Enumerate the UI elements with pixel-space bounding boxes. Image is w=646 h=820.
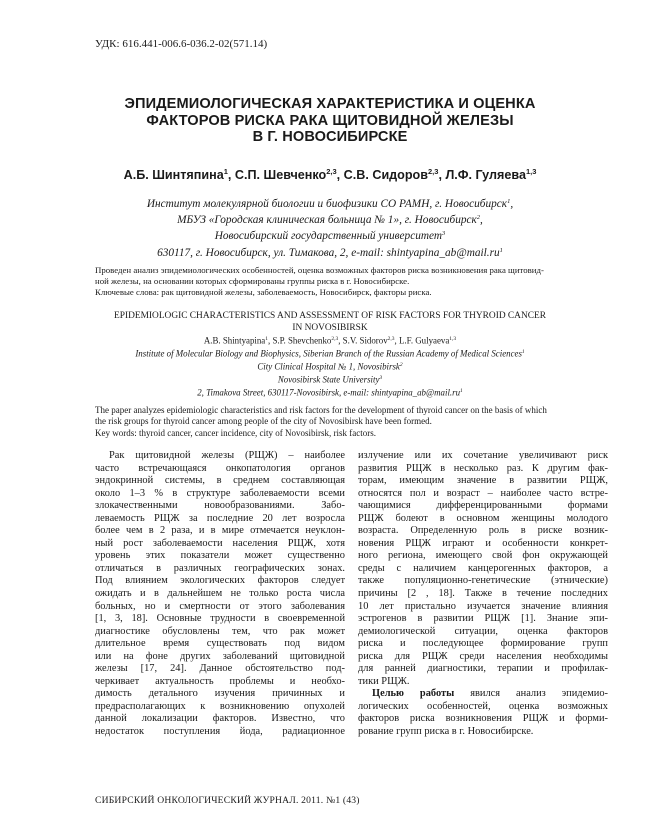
author-separator: , [438, 168, 446, 182]
author-affil-sup: 2,3 [331, 336, 339, 342]
affiliation-line [60, 244, 600, 260]
author-affil-sup: 2,3 [428, 167, 439, 176]
author-separator: , [336, 168, 344, 182]
author [344, 168, 446, 182]
body-line: торам, имеющим значение в развитии РЩЖ, [358, 475, 608, 487]
article-title [60, 96, 600, 146]
body-line: также популяционно-генетические (этнические) [358, 575, 608, 587]
body-line: железы [17, 24]. Данное обстоятельство под- [95, 663, 345, 675]
abstract-ru-line: Проведен анализ эпидемиологических особенностей, оценка возможных факторов риска возникновения рака щитовид- [95, 265, 544, 275]
author-affil-sup: 1 [223, 167, 228, 176]
abstract-en-line: the risk groups for thyroid cancer among people of the city of Novosibirsk have been formed. [95, 416, 432, 427]
body-line: черкивает актуальность проблемы и необхо- [95, 675, 345, 687]
body-line: новения РЩЖ играют и особенности конкрет- [358, 537, 608, 549]
body-line: [1, 3, 18]. Основные трудности в своевременной [95, 613, 345, 625]
body-line: предрасполагающих к возникновению опухолей [95, 700, 345, 712]
author-name: S.P. Shevchenko [272, 335, 332, 346]
body-line: больных, но и смертности от этого заболевания [95, 600, 345, 612]
author-separator: , [394, 335, 399, 346]
english-title-line: IN NOVOSIBIRSK [292, 323, 368, 333]
body-line: тики РЩЖ. [358, 675, 410, 687]
body-line: ный рост заболеваемости населения РЩЖ, хотя [95, 537, 345, 549]
body-line: эстрогенов в развитии РЩЖ [1]. Знание эпи- [358, 613, 608, 625]
body-line: РЩЖ болеют в основном женщины молодого [358, 512, 608, 524]
affiliation-text: 2, Timakova Street, 630117-Novosibirsk, e-mail: shintyapina_ab@mail.ru [197, 387, 461, 398]
body-column-right [358, 450, 608, 739]
body-line: чающимися дифференцированными формами [358, 500, 608, 512]
english-affiliation-line [60, 373, 600, 386]
author-separator: , [338, 335, 343, 346]
aim-lead: Целью работы [372, 688, 455, 700]
authors-line [60, 167, 600, 182]
affiliation-tail: , [480, 214, 483, 227]
affiliation-text: Institute of Molecular Biology and Biophysics, Siberian Branch of the Russian Academy of Medical Sciences [135, 348, 522, 359]
aim-line: факторов риска возникновения РЩЖ и форми- [358, 713, 608, 725]
body-line: данной локализации факторов. Известно, что [95, 713, 345, 725]
author-name: С.В. Сидоров [343, 168, 428, 182]
affiliation-line [60, 227, 600, 243]
affiliation-tail: , [510, 198, 514, 210]
affiliation-sup: 2 [399, 362, 403, 369]
affiliations [60, 195, 600, 260]
affiliation-sup: 3 [379, 375, 383, 382]
body-line: излучение или их сочетание увеличивают риск [358, 450, 608, 461]
body-line: недостаток поступления йода, радиационное [95, 726, 345, 738]
body-line: около 1–3 % в структуре заболеваемости всеми [95, 487, 345, 499]
author-name: A.B. Shintyapina [203, 335, 266, 346]
author-name: Л.Ф. Гуляева [445, 168, 526, 182]
affiliation-text: МБУЗ «Городская клиническая больница № 1», г. Новосибирск [177, 214, 477, 227]
title-line: ЭПИДЕМИОЛОГИЧЕСКАЯ ХАРАКТЕРИСТИКА И ОЦЕНКА [124, 96, 536, 112]
body-line: риска и последующее формирование групп [358, 638, 608, 650]
affiliation-line [60, 211, 600, 227]
body-line: леваемость РЩЖ за последние 20 лет возросла [95, 512, 345, 524]
author-name: S.V. Sidorov [342, 335, 388, 346]
title-line: В Г. НОВОСИБИРСКЕ [252, 129, 408, 145]
author-separator: , [268, 335, 273, 346]
affiliation-sup: 1 [521, 349, 525, 356]
author-name: С.П. Шевченко [234, 168, 327, 182]
affiliation-sup: 1 [507, 198, 511, 205]
english-affiliation-line [60, 347, 600, 360]
affiliation-text: 630117, г. Новосибирск, ул. Тимакова, 2, e-mail: shintyapina_ab@mail.ru [157, 246, 500, 259]
affiliation-sup: 1 [499, 246, 503, 254]
aim-line: логических особенностей, оценка возможных [358, 700, 608, 712]
author [235, 168, 344, 182]
body-line: ожидать и в дальнейшем не только роста числа [95, 588, 345, 600]
abstract-ru [95, 265, 609, 298]
author-separator: , [227, 168, 235, 182]
aim-text: явился анализ эпидемио- [454, 688, 608, 700]
keywords-en: Key words: thyroid cancer, cancer incidence, city of Novosibirsk, risk factors. [95, 427, 377, 438]
udk-code: УДК: 616.441-006.6-036.2-02(571.14) [95, 38, 268, 50]
body-line: злокачественными новообразованиями. Забо- [95, 500, 345, 512]
author [445, 168, 536, 182]
body-column-left [95, 450, 345, 739]
affiliation-sup: 3 [442, 230, 446, 238]
author-name: А.Б. Шинтяпина [123, 168, 224, 182]
body-line: часто встречающаяся онкопатология органов [95, 462, 345, 474]
author [124, 168, 235, 182]
body-line: среды с наличием канцерогенных факторов, а [358, 562, 608, 574]
affiliation-text: City Clinical Hospital № 1, Novosibirsk [257, 361, 400, 372]
affiliation-text: Новосибирский государственный университет [214, 230, 443, 243]
affiliation-line [60, 195, 600, 211]
body-line: причины [2 , 18]. Также в течение последних [358, 588, 608, 600]
body-line: более чем в 2 раза, и в мире отмечается неуклон- [95, 525, 345, 537]
author-affil-sup: 1 [265, 336, 268, 342]
body-line: длительное время существовать под видом [95, 638, 345, 650]
body-line: диагностике обусловлены тем, что рак может [95, 625, 345, 637]
body-line: эндокринной системы, в среднем составляющая [95, 475, 345, 487]
english-title-line: EPIDEMIOLOGIC CHARACTERISTICS AND ASSESSMENT OF RISK FACTORS FOR THYROID CANCER [114, 311, 546, 321]
journal-footer: СИБИРСКИЙ ОНКОЛОГИЧЕСКИЙ ЖУРНАЛ. 2011. №1 (43) [95, 795, 360, 806]
body-line: Под влиянием экологических факторов следует [95, 575, 345, 587]
body-line: риска для РЩЖ среди населения необходимы [358, 650, 608, 662]
keywords-ru: Ключевые слова: рак щитовидной железы, заболеваемость, Новосибирск, факторы риска. [95, 287, 432, 297]
body-line: для ранней диагностики, терапии и профилак- [358, 663, 608, 675]
body-line: или на фоне других заболеваний щитовидной [95, 650, 345, 662]
affiliation-text: Институт молекулярной биологии и биофизики СО РАМН, г. Новосибирск [146, 198, 508, 210]
body-line: относятся пол и возраст – наиболее часто встре- [358, 487, 608, 499]
body-line: уровень этих показатели может существенно [95, 550, 345, 562]
abstract-en-line: The paper analyzes epidemiologic characteristics and risk factors for the development of thyroid cancer on the basis of which [95, 405, 547, 415]
affiliation-sup: 2 [476, 214, 481, 222]
body-line: ного региона, имеющего свой фон окружающей [358, 550, 608, 562]
author-affil-sup: 2,3 [326, 167, 337, 176]
affiliation-text: Novosibirsk State University [277, 374, 380, 385]
abstract-ru-line: ной железы, на основании которых сформированы группы риска в г. Новосибирске. [95, 276, 410, 286]
body-line: Рак щитовидной железы (РЩЖ) – наиболее [109, 450, 345, 461]
author-name: L.F. Gulyaeva [398, 335, 450, 346]
title-line: ФАКТОРОВ РИСКА РАКА ЩИТОВИДНОЙ ЖЕЛЕЗЫ [146, 112, 514, 129]
english-authors-affiliations [60, 334, 600, 399]
english-affiliation-line [60, 386, 600, 399]
body-line: развития РЩЖ в несколько раз. К другим фак- [358, 462, 608, 474]
aim-line: рование групп риска в г. Новосибирске. [358, 726, 534, 738]
body-line: 10 лет пристально изучается значение влияния [358, 600, 608, 612]
author-affil-sup: 1,3 [525, 167, 537, 176]
author-affil-sup: 2,3 [387, 336, 395, 342]
abstract-en [95, 405, 609, 439]
body-line: димость детального изучения причинных и [95, 688, 345, 700]
english-title [60, 310, 600, 334]
body-line: демиологической ситуации, оценка факторов [358, 625, 608, 637]
author-affil-sup: 1,3 [449, 336, 457, 342]
english-affiliation-line [60, 360, 600, 373]
body-line: возраста. Определенную роль в риске возник- [358, 525, 608, 537]
body-line: отличаться в различных географических зонах. [95, 562, 345, 574]
aim-line [358, 688, 608, 701]
affiliation-sup: 1 [460, 388, 463, 395]
english-authors-line [60, 334, 600, 347]
